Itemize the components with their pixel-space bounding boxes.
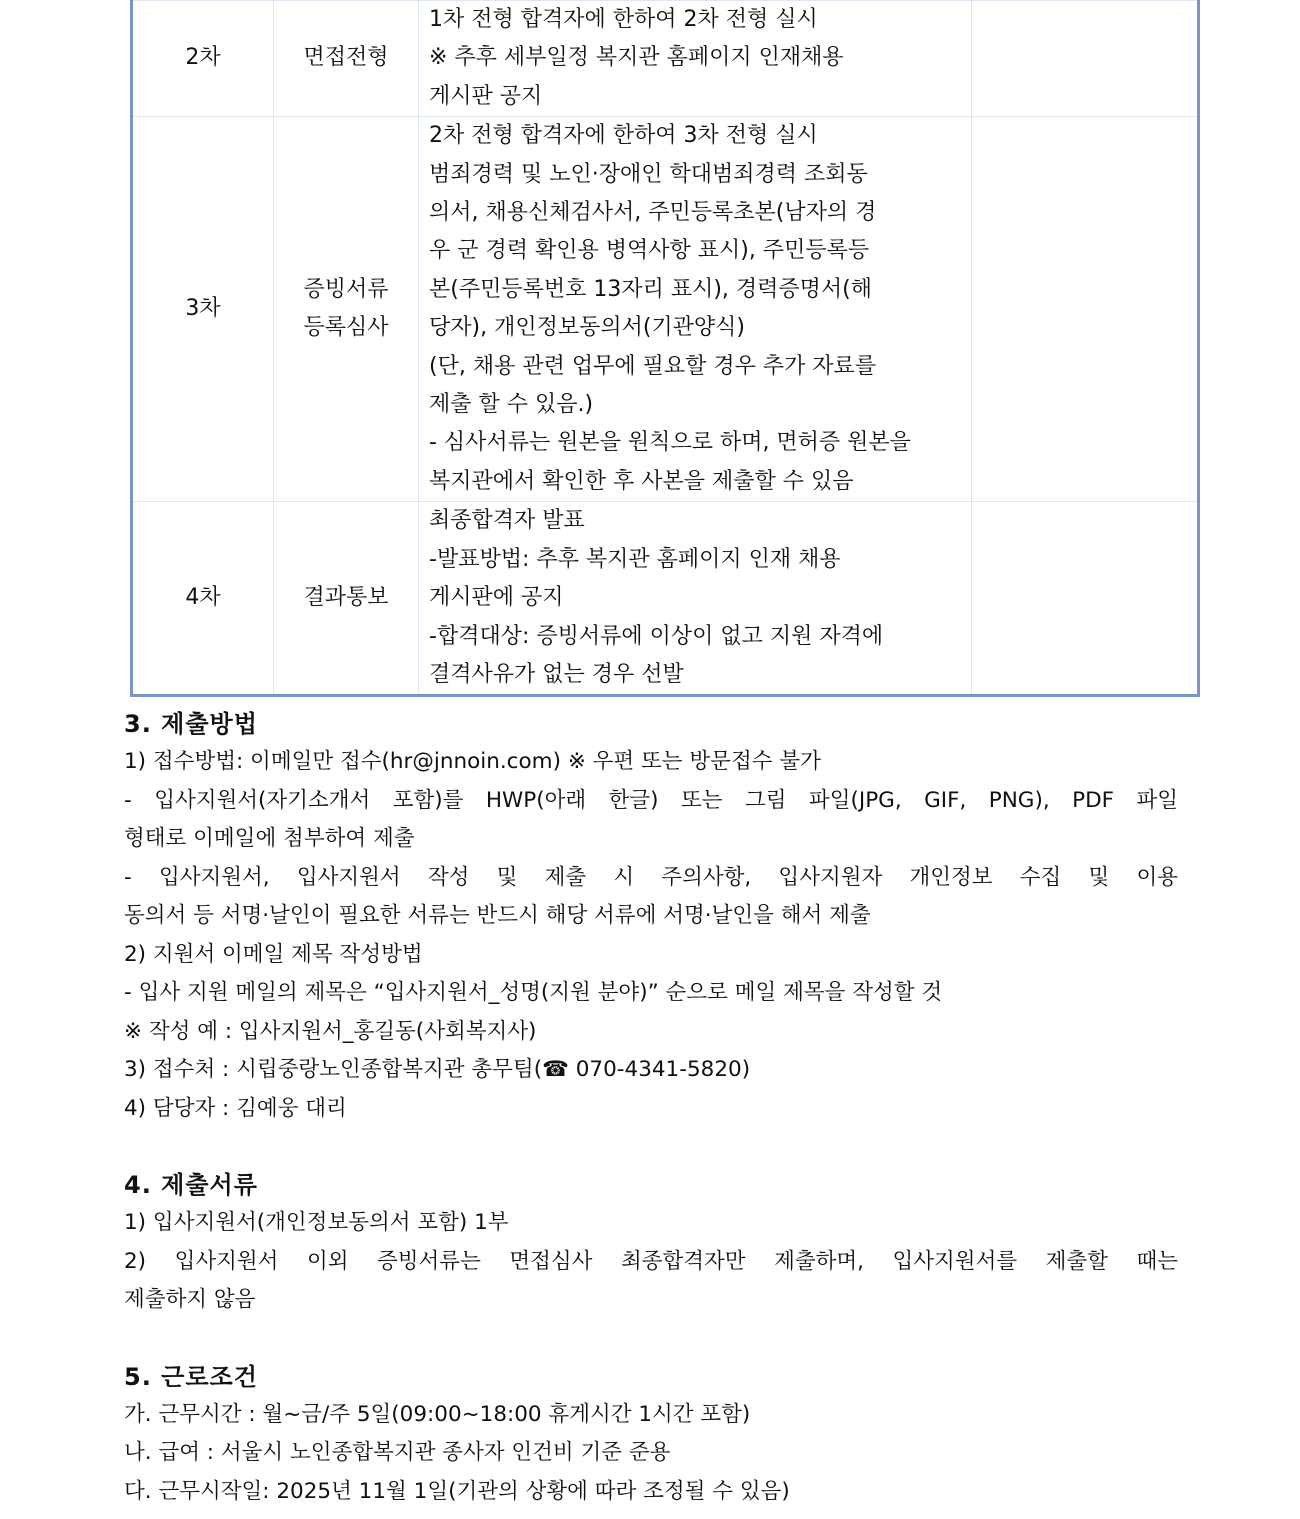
description-line: 1차 전형 합격자에 한하여 2차 전형 실시 xyxy=(429,7,818,32)
stage-cell: 2차 xyxy=(132,1,274,117)
section-line: 1) 입사지원서(개인정보동의서 포함) 1부 xyxy=(124,1210,509,1235)
description-line: 결격사유가 없는 경우 선발 xyxy=(429,661,684,687)
description-line: 게시판 공지 xyxy=(429,83,543,109)
table-row xyxy=(132,1,1199,117)
stage-cell: 3차 xyxy=(132,117,274,502)
description-line: (단, 채용 관련 업무에 필요할 경우 추가 자료를 xyxy=(429,353,877,379)
description-line: 2차 전형 합격자에 한하여 3차 전형 실시 xyxy=(429,123,818,149)
screening-type-cell xyxy=(274,502,419,696)
section-line: ※ 작성 예 : 입사지원서_홍길동(사회복지사) xyxy=(124,1018,537,1044)
section-heading: 5. 근로조건 xyxy=(124,1362,258,1391)
description-cell xyxy=(419,117,972,502)
section-spacer xyxy=(124,1128,1178,1166)
note-cell xyxy=(972,1,1199,117)
section-line: 제출하지 않음 xyxy=(124,1287,256,1312)
description-line: -합격대상: 증빙서류에 이상이 없고 지원 자격에 xyxy=(429,623,884,649)
note-cell xyxy=(972,502,1199,696)
section-line: 다. 근무시작일: 2025년 11월 1일(기관의 상황에 따라 조정될 수 있음) xyxy=(124,1478,790,1504)
description-line: 의서, 채용신체검사서, 주민등록초본(남자의 경 xyxy=(429,200,877,226)
section-line: 나. 급여 : 서울시 노인종합복지관 종사자 인건비 기준 준용 xyxy=(124,1440,671,1465)
document-body xyxy=(124,705,1178,1511)
section-heading: 4. 제출서류 xyxy=(124,1171,258,1199)
section-line: - 입사지원서, 입사지원서 작성 및 제출 시 주의사항, 입사지원자 개인정보 수집 및 이용 xyxy=(124,864,1178,890)
description-cell xyxy=(419,1,972,117)
stage-cell: 4차 xyxy=(132,502,274,696)
description-line: - 심사서류는 원본을 원칙으로 하며, 면허증 원본을 xyxy=(429,430,911,456)
table-row xyxy=(132,117,1199,502)
description-cell xyxy=(419,502,972,696)
screening-type-line: 면접전형 xyxy=(303,45,389,71)
table-row xyxy=(132,502,1199,696)
screening-type-line: 등록심사 xyxy=(303,315,389,341)
section-line: 4) 담당자 : 김예웅 대리 xyxy=(124,1095,347,1121)
section-line: 1) 접수방법: 이메일만 접수(hr@jnnoin.com) ※ 우편 또는 방문접수 불가 xyxy=(124,749,821,774)
description-line: 복지관에서 확인한 후 사본을 제출할 수 있음 xyxy=(429,468,854,494)
description-line: 게시판에 공지 xyxy=(429,585,564,611)
section-line: 2) 지원서 이메일 제목 작성방법 xyxy=(124,941,423,967)
section-line: - 입사 지원 메일의 제목은 “입사지원서_성명(지원 분야)” 순으로 메일 제목을 작성할 것 xyxy=(124,980,943,1005)
section-line: 3) 접수처 : 시립중랑노인종합복지관 총무팀(☎ 070-4341-5820) xyxy=(124,1057,751,1082)
screening-type-cell xyxy=(274,117,419,502)
section-line: 가. 근무시간 : 월~금/주 5일(09:00~18:00 휴게시간 1시간 포함) xyxy=(124,1401,751,1427)
description-line: 본(주민등록번호 13자리 표시), 경력증명서(해 xyxy=(429,276,873,302)
screening-type-line: 증빙서류 xyxy=(303,276,389,302)
description-line: -발표방법: 추후 복지관 홈페이지 인재 채용 xyxy=(429,546,841,572)
description-line: 당자), 개인정보동의서(기관양식) xyxy=(429,315,746,341)
section-heading: 3. 제출방법 xyxy=(124,710,258,738)
description-line: 우 군 경력 확인용 병역사항 표시), 주민등록등 xyxy=(429,238,870,264)
section-line: 형태로 이메일에 첨부하여 제출 xyxy=(124,826,415,851)
section-spacer xyxy=(124,1320,1178,1358)
section-line: 동의서 등 서명·날인이 필요한 서류는 반드시 해당 서류에 서명·날인을 해서 제출 xyxy=(124,903,871,928)
section-line: - 입사지원서(자기소개서 포함)를 HWP(아래 한글) 또는 그림 파일(JPG, GIF, PNG), PDF 파일 xyxy=(124,787,1178,813)
description-line: 범죄경력 및 노인·장애인 학대범죄경력 조회동 xyxy=(429,161,868,187)
screening-type-line: 결과통보 xyxy=(303,585,389,611)
screening-type-cell xyxy=(274,1,419,117)
section-line: 2) 입사지원서 이외 증빙서류는 면접심사 최종합격자만 제출하며, 입사지원서를 제출할 때는 xyxy=(124,1248,1178,1274)
description-line: 최종합격자 발표 xyxy=(429,508,585,534)
description-line: 제출 할 수 있음.) xyxy=(429,392,594,418)
screening-table xyxy=(130,0,1200,697)
note-cell xyxy=(972,117,1199,502)
description-line: ※ 추후 세부일정 복지관 홈페이지 인재채용 xyxy=(429,45,844,71)
